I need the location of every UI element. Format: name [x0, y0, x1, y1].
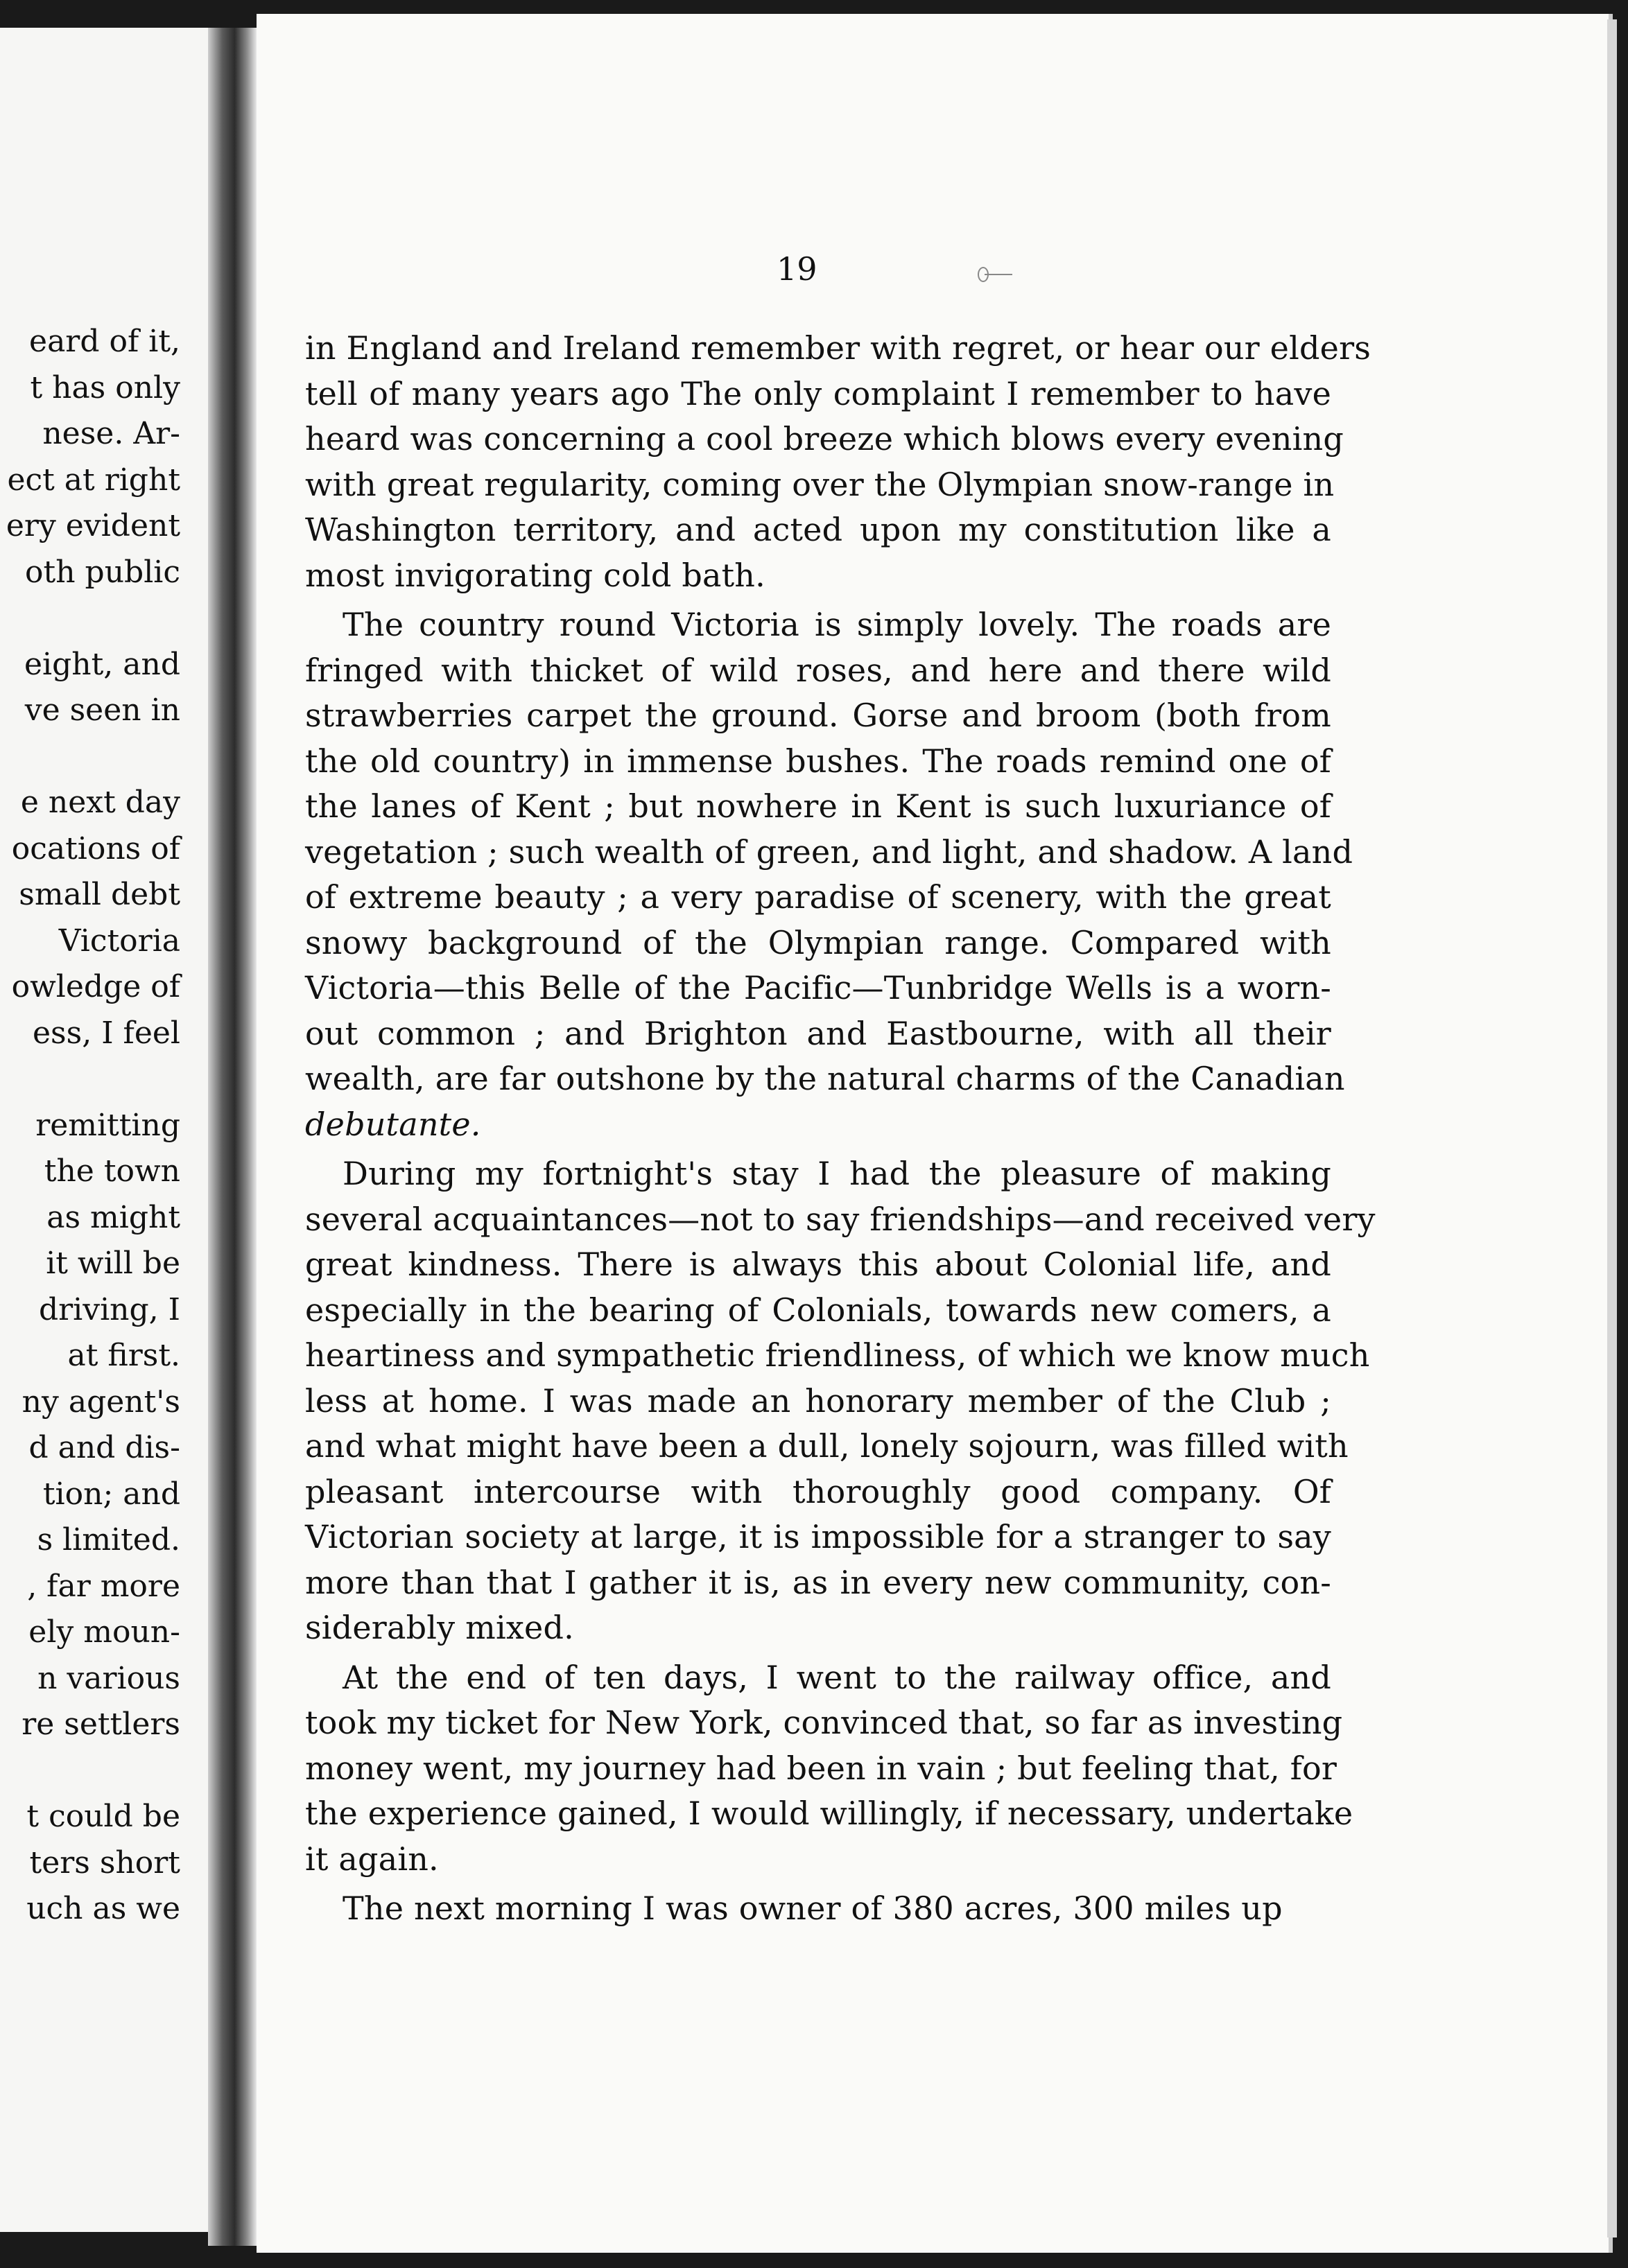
text-line: several acquaintances—not to say friendships—and received very	[305, 1200, 1376, 1238]
text-line: tell of many years ago The only complaint I remember to have	[305, 374, 1331, 412]
left-page-line: d and dis-	[28, 1430, 180, 1465]
text-line: and what might have been a dull, lonely sojourn, was filled with	[305, 1427, 1349, 1465]
left-page-line: , far more	[27, 1568, 180, 1604]
text-line: great kindness. There is always this about Colonial life, and	[305, 1246, 1331, 1283]
left-page-line: it will be	[46, 1246, 180, 1281]
text-line: heard was concerning a cool breeze which blows every evening	[305, 420, 1344, 457]
left-page-line: ery evident	[6, 508, 180, 543]
left-page-line: oth public	[25, 554, 180, 590]
left-page-line: the town	[44, 1153, 180, 1189]
pencil-mark	[985, 274, 1012, 275]
left-page-line: at first.	[67, 1338, 180, 1373]
text-line: with great regularity, coming over the Olympian snow-range in	[305, 465, 1335, 503]
text-line: money went, my journey had been in vain ; but feeling that, for	[305, 1749, 1337, 1787]
text-line: heartiness and sympathetic friendliness, of which we know much	[305, 1336, 1370, 1374]
left-page-line: driving, I	[38, 1291, 180, 1327]
left-page-line: n various	[37, 1660, 180, 1696]
text-line: pleasant intercourse with thoroughly good company. Of	[305, 1472, 1331, 1510]
text-line: Victorian society at large, it is impossible for a stranger to say	[305, 1518, 1331, 1555]
text-line: wealth, are far outshone by the natural charms of the Canadian	[305, 1060, 1345, 1097]
text-line: out common ; and Brighton and Eastbourne, with all their	[305, 1014, 1331, 1052]
text-line-italic: debutante.	[305, 1105, 481, 1143]
text-line: the experience gained, I would willingly, if necessary, undertake	[305, 1795, 1353, 1832]
text-line: vegetation ; such wealth of green, and light, and shadow. A land	[305, 832, 1353, 871]
left-page-line: t could be	[26, 1799, 180, 1834]
left-page-line: Victoria	[58, 923, 180, 959]
left-page-line: re settlers	[21, 1707, 180, 1742]
left-page-line: tion; and	[42, 1476, 180, 1512]
text-line: the lanes of Kent ; but nowhere in Kent is such luxuriance of	[305, 787, 1331, 825]
text-line: especially in the bearing of Colonials, towards new comers, a	[305, 1291, 1331, 1329]
left-page	[0, 28, 208, 2232]
left-page-line: ters short	[29, 1844, 180, 1881]
left-page-line: remitting	[35, 1107, 180, 1143]
left-page-line: ve seen in	[24, 692, 180, 728]
left-page-line: ess, I feel	[33, 1015, 180, 1051]
left-page-line: ect at right	[7, 462, 180, 498]
left-page-line: ny agent's	[21, 1384, 180, 1420]
text-line: siderably mixed.	[305, 1609, 574, 1646]
text-line: most invigorating cold bath.	[305, 556, 765, 594]
book-gutter	[208, 28, 257, 2246]
left-page-line: as might	[46, 1199, 180, 1235]
text-line: Washington territory, and acted upon my constitution like a	[305, 511, 1331, 548]
left-page-line: owledge of	[11, 969, 180, 1004]
left-page-line: small debt	[19, 877, 180, 912]
left-page-line: e next day	[20, 785, 180, 820]
left-page-line: ely moun-	[28, 1614, 180, 1650]
left-page-line: uch as we	[26, 1891, 180, 1926]
text-line: At the end of ten days, I went to the railway office, and	[343, 1658, 1331, 1696]
left-page-line: eight, and	[24, 646, 180, 682]
page-edge	[1607, 19, 1617, 2238]
text-line: The next morning I was owner of 380 acres, 300 miles up	[343, 1890, 1283, 1927]
left-page-line: eard of it,	[29, 324, 180, 359]
text-line: During my fortnight's stay I had the pleasure of making	[343, 1155, 1331, 1192]
text-line: Victoria—this Belle of the Pacific—Tunbridge Wells is a worn-	[305, 969, 1331, 1006]
text-line: less at home. I was made an honorary member of the Club ;	[305, 1381, 1331, 1420]
text-line: it again.	[305, 1840, 439, 1878]
text-line: snowy background of the Olympian range. Compared with	[305, 923, 1331, 961]
text-line: of extreme beauty ; a very paradise of scenery, with the great	[305, 878, 1331, 916]
text-line: the old country) in immense bushes. The roads remind one of	[305, 742, 1331, 780]
text-line: in England and Ireland remember with regret, or hear our elders	[305, 329, 1371, 367]
page-text	[305, 326, 1376, 1932]
text-line: more than that I gather it is, as in every new community, con-	[305, 1563, 1331, 1601]
page-number: 19	[777, 250, 817, 288]
text-line: The country round Victoria is simply lovely. The roads are	[343, 606, 1331, 643]
text-line: fringed with thicket of wild roses, and here and there wild	[305, 651, 1331, 689]
left-page-line: nese. Ar-	[42, 416, 180, 451]
left-page-line: s limited.	[37, 1522, 180, 1558]
left-page-line: ocations of	[11, 830, 180, 866]
left-page-line: t has only	[30, 369, 180, 405]
text-line: took my ticket for New York, convinced that, so far as investing	[305, 1704, 1343, 1741]
text-line: strawberries carpet the ground. Gorse and broom (both from	[305, 697, 1331, 734]
